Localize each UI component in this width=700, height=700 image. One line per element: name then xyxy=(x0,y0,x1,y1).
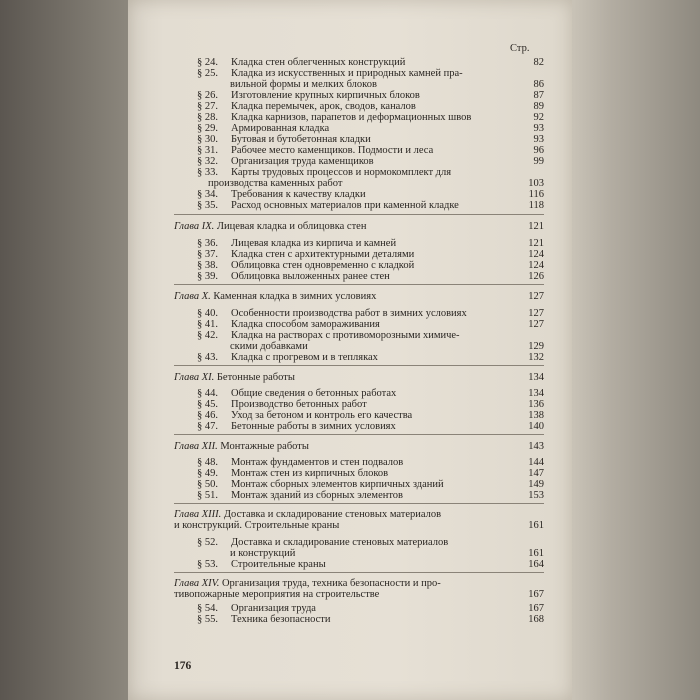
toc-section-entry xyxy=(197,189,366,200)
entry-title: Кладка на растворах с противоморозными химиче- xyxy=(231,330,460,341)
section-number: § 55. xyxy=(197,614,218,625)
entry-title: скими добавками xyxy=(230,341,308,352)
page-number: 176 xyxy=(174,660,192,672)
toc-section-entry xyxy=(197,90,420,101)
section-number: § 54. xyxy=(197,603,218,614)
entry-page-number: 136 xyxy=(528,399,544,410)
book-background-left xyxy=(0,0,128,700)
entry-page-number: 138 xyxy=(528,410,544,421)
entry-page-number: 92 xyxy=(533,112,544,123)
entry-page-number: 127 xyxy=(528,319,544,330)
entry-page-number: 96 xyxy=(533,145,544,156)
entry-title: Рабочее место каменщиков. Подмости и леса xyxy=(231,145,434,156)
entry-page-number: 161 xyxy=(528,548,544,559)
entry-title: Монтаж стен из кирпичных блоков xyxy=(231,468,389,479)
entry-page-number: 93 xyxy=(533,134,544,145)
entry-page-number: 103 xyxy=(528,178,544,189)
toc-continuation-line xyxy=(230,548,295,559)
section-number: § 31. xyxy=(197,145,218,156)
toc-section-entry xyxy=(197,537,448,548)
toc-chapter-entry xyxy=(174,509,441,520)
entry-title: Организация труда каменщиков xyxy=(231,156,374,167)
entry-title: Кладка из искусственных и природных камней пра- xyxy=(231,68,463,79)
chapter-label: Глава XIII. xyxy=(174,509,224,520)
toc-section-entry xyxy=(197,457,403,468)
entry-page-number: 129 xyxy=(528,341,544,352)
section-number: § 28. xyxy=(197,112,218,123)
entry-title: Кладка стен облегченных конструкций xyxy=(231,57,406,68)
section-number: § 33. xyxy=(197,167,218,178)
entry-page-number: 116 xyxy=(528,189,544,200)
toc-chapter-entry xyxy=(174,372,295,383)
chapter-divider xyxy=(174,503,544,504)
entry-page-number: 147 xyxy=(528,468,544,479)
entry-page-number: 167 xyxy=(528,589,544,600)
entry-page-number: 127 xyxy=(528,291,544,302)
entry-page-number: 99 xyxy=(533,156,544,167)
section-number: § 52. xyxy=(197,537,218,548)
entry-page-number: 82 xyxy=(533,57,544,68)
toc-section-entry xyxy=(197,603,316,614)
toc-section-entry xyxy=(197,271,390,282)
chapter-label: Глава X. xyxy=(174,291,214,302)
toc-section-entry xyxy=(197,468,388,479)
section-number: § 38. xyxy=(197,260,218,271)
entry-title: Облицовка выложенных ранее стен xyxy=(231,271,390,282)
section-number: § 51. xyxy=(197,490,218,501)
chapter-divider xyxy=(174,434,544,435)
entry-title: Лицевая кладка из кирпича и камней xyxy=(231,238,397,249)
chapter-divider xyxy=(174,284,544,285)
entry-title: Кладка стен с архитектурными деталями xyxy=(231,249,415,260)
entry-page-number: 124 xyxy=(528,260,544,271)
toc-section-entry xyxy=(197,238,396,249)
toc-section-entry xyxy=(197,156,374,167)
chapter-label: Глава XII. xyxy=(174,441,221,452)
entry-title: Требования к качеству кладки xyxy=(231,189,366,200)
entry-title: и конструкций. Строительные краны xyxy=(174,520,340,531)
toc-section-entry xyxy=(197,319,380,330)
toc-section-entry xyxy=(197,388,396,399)
entry-title: Бетонные работы в зимних условиях xyxy=(231,421,396,432)
entry-title: Доставка и складирование стеновых материалов xyxy=(231,537,449,548)
section-number: § 41. xyxy=(197,319,218,330)
entry-title: Бетонные работы xyxy=(216,372,295,383)
entry-title: Организация труда, техника безопасности и про- xyxy=(221,578,441,589)
entry-page-number: 93 xyxy=(533,123,544,134)
entry-title: Расход основных материалов при каменной кладке xyxy=(231,200,459,211)
toc-section-entry xyxy=(197,308,467,319)
entry-title: Каменная кладка в зимних условиях xyxy=(213,291,377,302)
toc-section-entry xyxy=(197,399,367,410)
section-number: § 37. xyxy=(197,249,218,260)
entry-page-number: 86 xyxy=(533,79,544,90)
entry-page-number: 140 xyxy=(528,421,544,432)
chapter-divider xyxy=(174,365,544,366)
section-number: § 50. xyxy=(197,479,218,490)
section-number: § 27. xyxy=(197,101,218,112)
entry-page-number: 121 xyxy=(528,221,544,232)
page-column-header: Стр. xyxy=(510,43,530,54)
section-number: § 30. xyxy=(197,134,218,145)
section-number: § 40. xyxy=(197,308,218,319)
chapter-divider xyxy=(174,214,544,215)
entry-page-number: 132 xyxy=(528,352,544,363)
entry-title: Кладка с прогревом и в тепляках xyxy=(231,352,378,363)
toc-section-entry xyxy=(197,260,414,271)
section-number: § 36. xyxy=(197,238,218,249)
toc-section-entry xyxy=(197,112,471,123)
entry-title: Уход за бетоном и контроль его качества xyxy=(231,410,413,421)
section-number: § 45. xyxy=(197,399,218,410)
toc-section-entry xyxy=(197,145,433,156)
toc-section-entry xyxy=(197,352,378,363)
toc-section-entry xyxy=(197,490,403,501)
entry-title: Монтаж фундаментов и стен подвалов xyxy=(231,457,404,468)
section-number: § 42. xyxy=(197,330,218,341)
entry-title: Техника безопасности xyxy=(231,614,331,625)
entry-page-number: 124 xyxy=(528,249,544,260)
entry-title: Производство бетонных работ xyxy=(231,399,367,410)
chapter-label: Глава XI. xyxy=(174,372,217,383)
entry-title: Лицевая кладка и облицовка стен xyxy=(216,221,367,232)
section-number: § 34. xyxy=(197,189,218,200)
entry-title: Кладка перемычек, арок, сводов, каналов xyxy=(231,101,416,112)
entry-page-number: 149 xyxy=(528,479,544,490)
entry-page-number: 144 xyxy=(528,457,544,468)
entry-title: Армированная кладка xyxy=(231,123,330,134)
toc-section-entry xyxy=(197,410,412,421)
entry-title: Строительные краны xyxy=(231,559,326,570)
toc-chapter-entry xyxy=(174,221,366,232)
entry-title: вильной формы и мелких блоков xyxy=(230,79,377,90)
toc-continuation-line xyxy=(230,79,377,90)
book-background-right xyxy=(572,0,700,700)
chapter-label: Глава IX. xyxy=(174,221,217,232)
entry-title: Организация труда xyxy=(231,603,316,614)
chapter-label: Глава XIV. xyxy=(174,578,222,589)
entry-title: Облицовка стен одновременно с кладкой xyxy=(231,260,415,271)
section-number: § 46. xyxy=(197,410,218,421)
entry-title: Изготовление крупных кирпичных блоков xyxy=(231,90,420,101)
toc-continuation-line xyxy=(174,589,379,600)
entry-page-number: 134 xyxy=(528,388,544,399)
entry-title: Общие сведения о бетонных работах xyxy=(231,388,397,399)
section-number: § 53. xyxy=(197,559,218,570)
toc-section-entry xyxy=(197,421,396,432)
section-number: § 26. xyxy=(197,90,218,101)
entry-page-number: 164 xyxy=(528,559,544,570)
toc-section-entry xyxy=(197,330,460,341)
toc-section-entry xyxy=(197,614,331,625)
entry-page-number: 143 xyxy=(528,441,544,452)
section-number: § 48. xyxy=(197,457,218,468)
entry-page-number: 126 xyxy=(528,271,544,282)
toc-section-entry xyxy=(197,200,459,211)
section-number: § 47. xyxy=(197,421,218,432)
chapter-divider xyxy=(174,572,544,573)
toc-section-entry xyxy=(197,134,371,145)
entry-title: Монтажные работы xyxy=(220,441,309,452)
section-number: § 32. xyxy=(197,156,218,167)
entry-title: тивопожарные мероприятия на строительстве xyxy=(174,589,380,600)
entry-title: Бутовая и бутобетонная кладки xyxy=(231,134,371,145)
entry-page-number: 89 xyxy=(533,101,544,112)
entry-page-number: 168 xyxy=(528,614,544,625)
entry-title: и конструкций xyxy=(230,548,296,559)
toc-continuation-line xyxy=(208,178,342,189)
toc-section-entry xyxy=(197,68,463,79)
section-number: § 44. xyxy=(197,388,218,399)
section-number: § 24. xyxy=(197,57,218,68)
entry-title: Монтаж зданий из сборных элементов xyxy=(231,490,404,501)
toc-section-entry xyxy=(197,479,444,490)
entry-title: Доставка и складирование стеновых материалов xyxy=(223,509,442,520)
entry-page-number: 167 xyxy=(528,603,544,614)
toc-section-entry xyxy=(197,167,451,178)
toc-section-entry xyxy=(197,559,326,570)
section-number: § 25. xyxy=(197,68,218,79)
entry-title: Карты трудовых процессов и нормокомплект для xyxy=(231,167,452,178)
entry-page-number: 127 xyxy=(528,308,544,319)
section-number: § 49. xyxy=(197,468,218,479)
entry-page-number: 134 xyxy=(528,372,544,383)
toc-chapter-entry xyxy=(174,441,309,452)
entry-page-number: 87 xyxy=(533,90,544,101)
section-number: § 29. xyxy=(197,123,218,134)
toc-section-entry xyxy=(197,123,329,134)
section-number: § 43. xyxy=(197,352,218,363)
toc-section-entry xyxy=(197,249,414,260)
toc-chapter-entry xyxy=(174,578,441,589)
entry-title: Кладка карнизов, парапетов и деформационных швов xyxy=(231,112,472,123)
toc-continuation-line xyxy=(174,520,339,531)
section-number: § 39. xyxy=(197,271,218,282)
toc-section-entry xyxy=(197,101,416,112)
entry-page-number: 118 xyxy=(528,200,544,211)
section-number: § 35. xyxy=(197,200,218,211)
entry-title: Особенности производства работ в зимних условиях xyxy=(231,308,467,319)
entry-page-number: 121 xyxy=(528,238,544,249)
toc-section-entry xyxy=(197,57,405,68)
entry-title: Монтаж сборных элементов кирпичных зданий xyxy=(231,479,444,490)
entry-title: производства каменных работ xyxy=(208,178,343,189)
toc-chapter-entry xyxy=(174,291,376,302)
entry-title: Кладка способом замораживания xyxy=(231,319,380,330)
entry-page-number: 161 xyxy=(528,520,544,531)
toc-continuation-line xyxy=(230,341,308,352)
entry-page-number: 153 xyxy=(528,490,544,501)
